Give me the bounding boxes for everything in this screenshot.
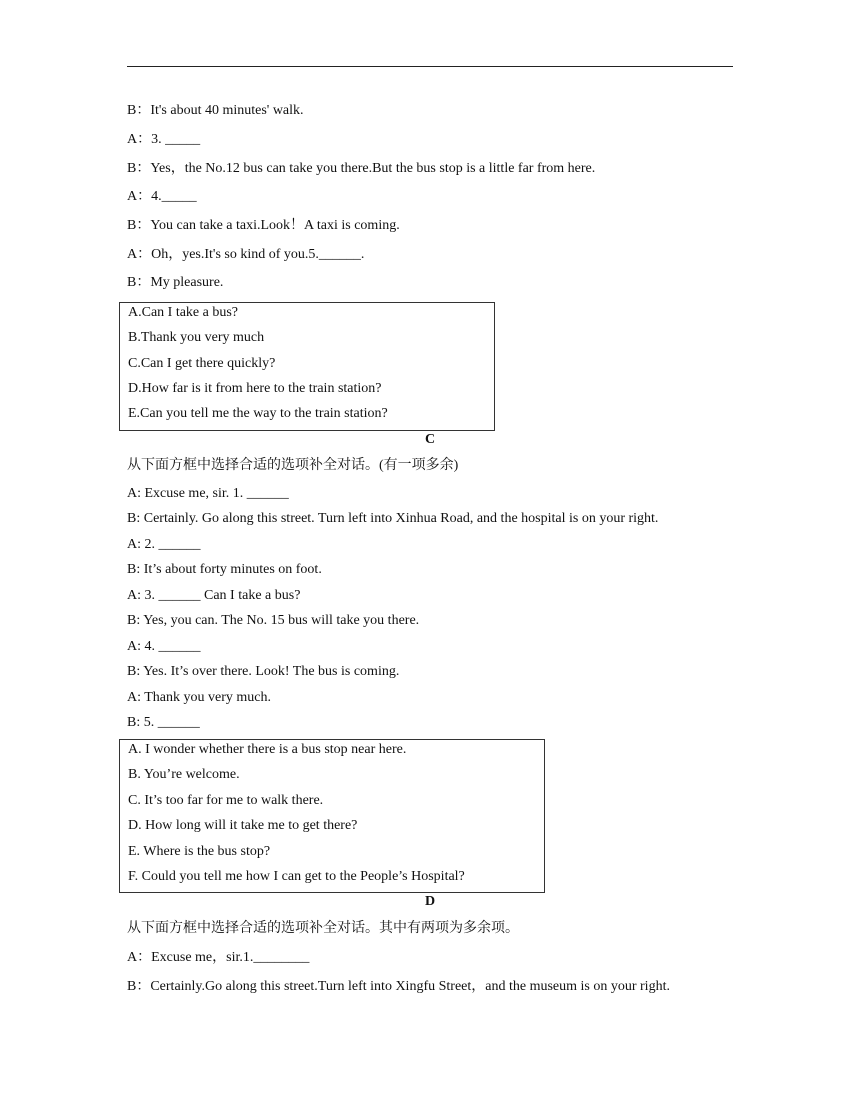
dialogue-line: B: 5. ______ [127,715,200,730]
dialogue-line: B: Yes, you can. The No. 15 bus will take you there. [127,613,420,628]
dialogue-line: B：Yes，the No.12 bus can take you there.But the bus stop is a little far from here. [127,161,596,176]
dialogue-line: A：3. _____ [127,132,201,147]
option-item: D. How long will it take me to get there? [128,818,358,833]
option-item: F. Could you tell me how I can get to the People’s Hospital? [128,869,465,884]
dialogue-line: B: Certainly. Go along this street. Turn left into Xinhua Road, and the hospital is on your right. [127,511,659,526]
dialogue-line: A：Excuse me，sir.1.________ [127,950,310,965]
dialogue-line: A：Oh，yes.It's so kind of you.5.______. [127,247,365,262]
dialogue-line: B: Yes. It’s over there. Look! The bus is coming. [127,664,400,679]
option-item: A. I wonder whether there is a bus stop near here. [128,742,407,757]
option-item: C.Can I get there quickly? [128,356,276,371]
dialogue-line: A: 4. ______ [127,639,201,654]
option-item: B.Thank you very much [128,330,265,345]
options-box-b [119,302,495,431]
dialogue-line: B：It's about 40 minutes' walk. [127,103,304,118]
section-heading-d: D [424,894,436,909]
dialogue-line: A: 3. ______ Can I take a bus? [127,588,301,603]
option-item: C. It’s too far for me to walk there. [128,793,324,808]
option-item: D.How far is it from here to the train station? [128,381,382,396]
option-item: E.Can you tell me the way to the train station? [128,406,388,421]
section-instruction: 从下面方框中选择合适的选项补全对话。其中有两项为多余项。 [127,921,519,936]
header-rule [127,66,733,67]
dialogue-line: B：Certainly.Go along this street.Turn left into Xingfu Street，and the museum is on your right. [127,979,670,994]
option-item: B. You’re welcome. [128,767,240,782]
option-item: A.Can I take a bus? [128,305,239,320]
dialogue-line: A: 2. ______ [127,537,201,552]
dialogue-line: A：4._____ [127,189,197,204]
dialogue-line: B：My pleasure. [127,275,224,290]
dialogue-line: B: It’s about forty minutes on foot. [127,562,322,577]
section-heading-c: C [424,432,436,447]
option-item: E. Where is the bus stop? [128,844,271,859]
options-box-c [119,739,545,893]
dialogue-line: A: Thank you very much. [127,690,271,705]
dialogue-line: B：You can take a taxi.Look！A taxi is coming. [127,218,400,233]
dialogue-line: A: Excuse me, sir. 1. ______ [127,486,289,501]
section-instruction: 从下面方框中选择合适的选项补全对话。(有一项多余) [127,458,459,473]
